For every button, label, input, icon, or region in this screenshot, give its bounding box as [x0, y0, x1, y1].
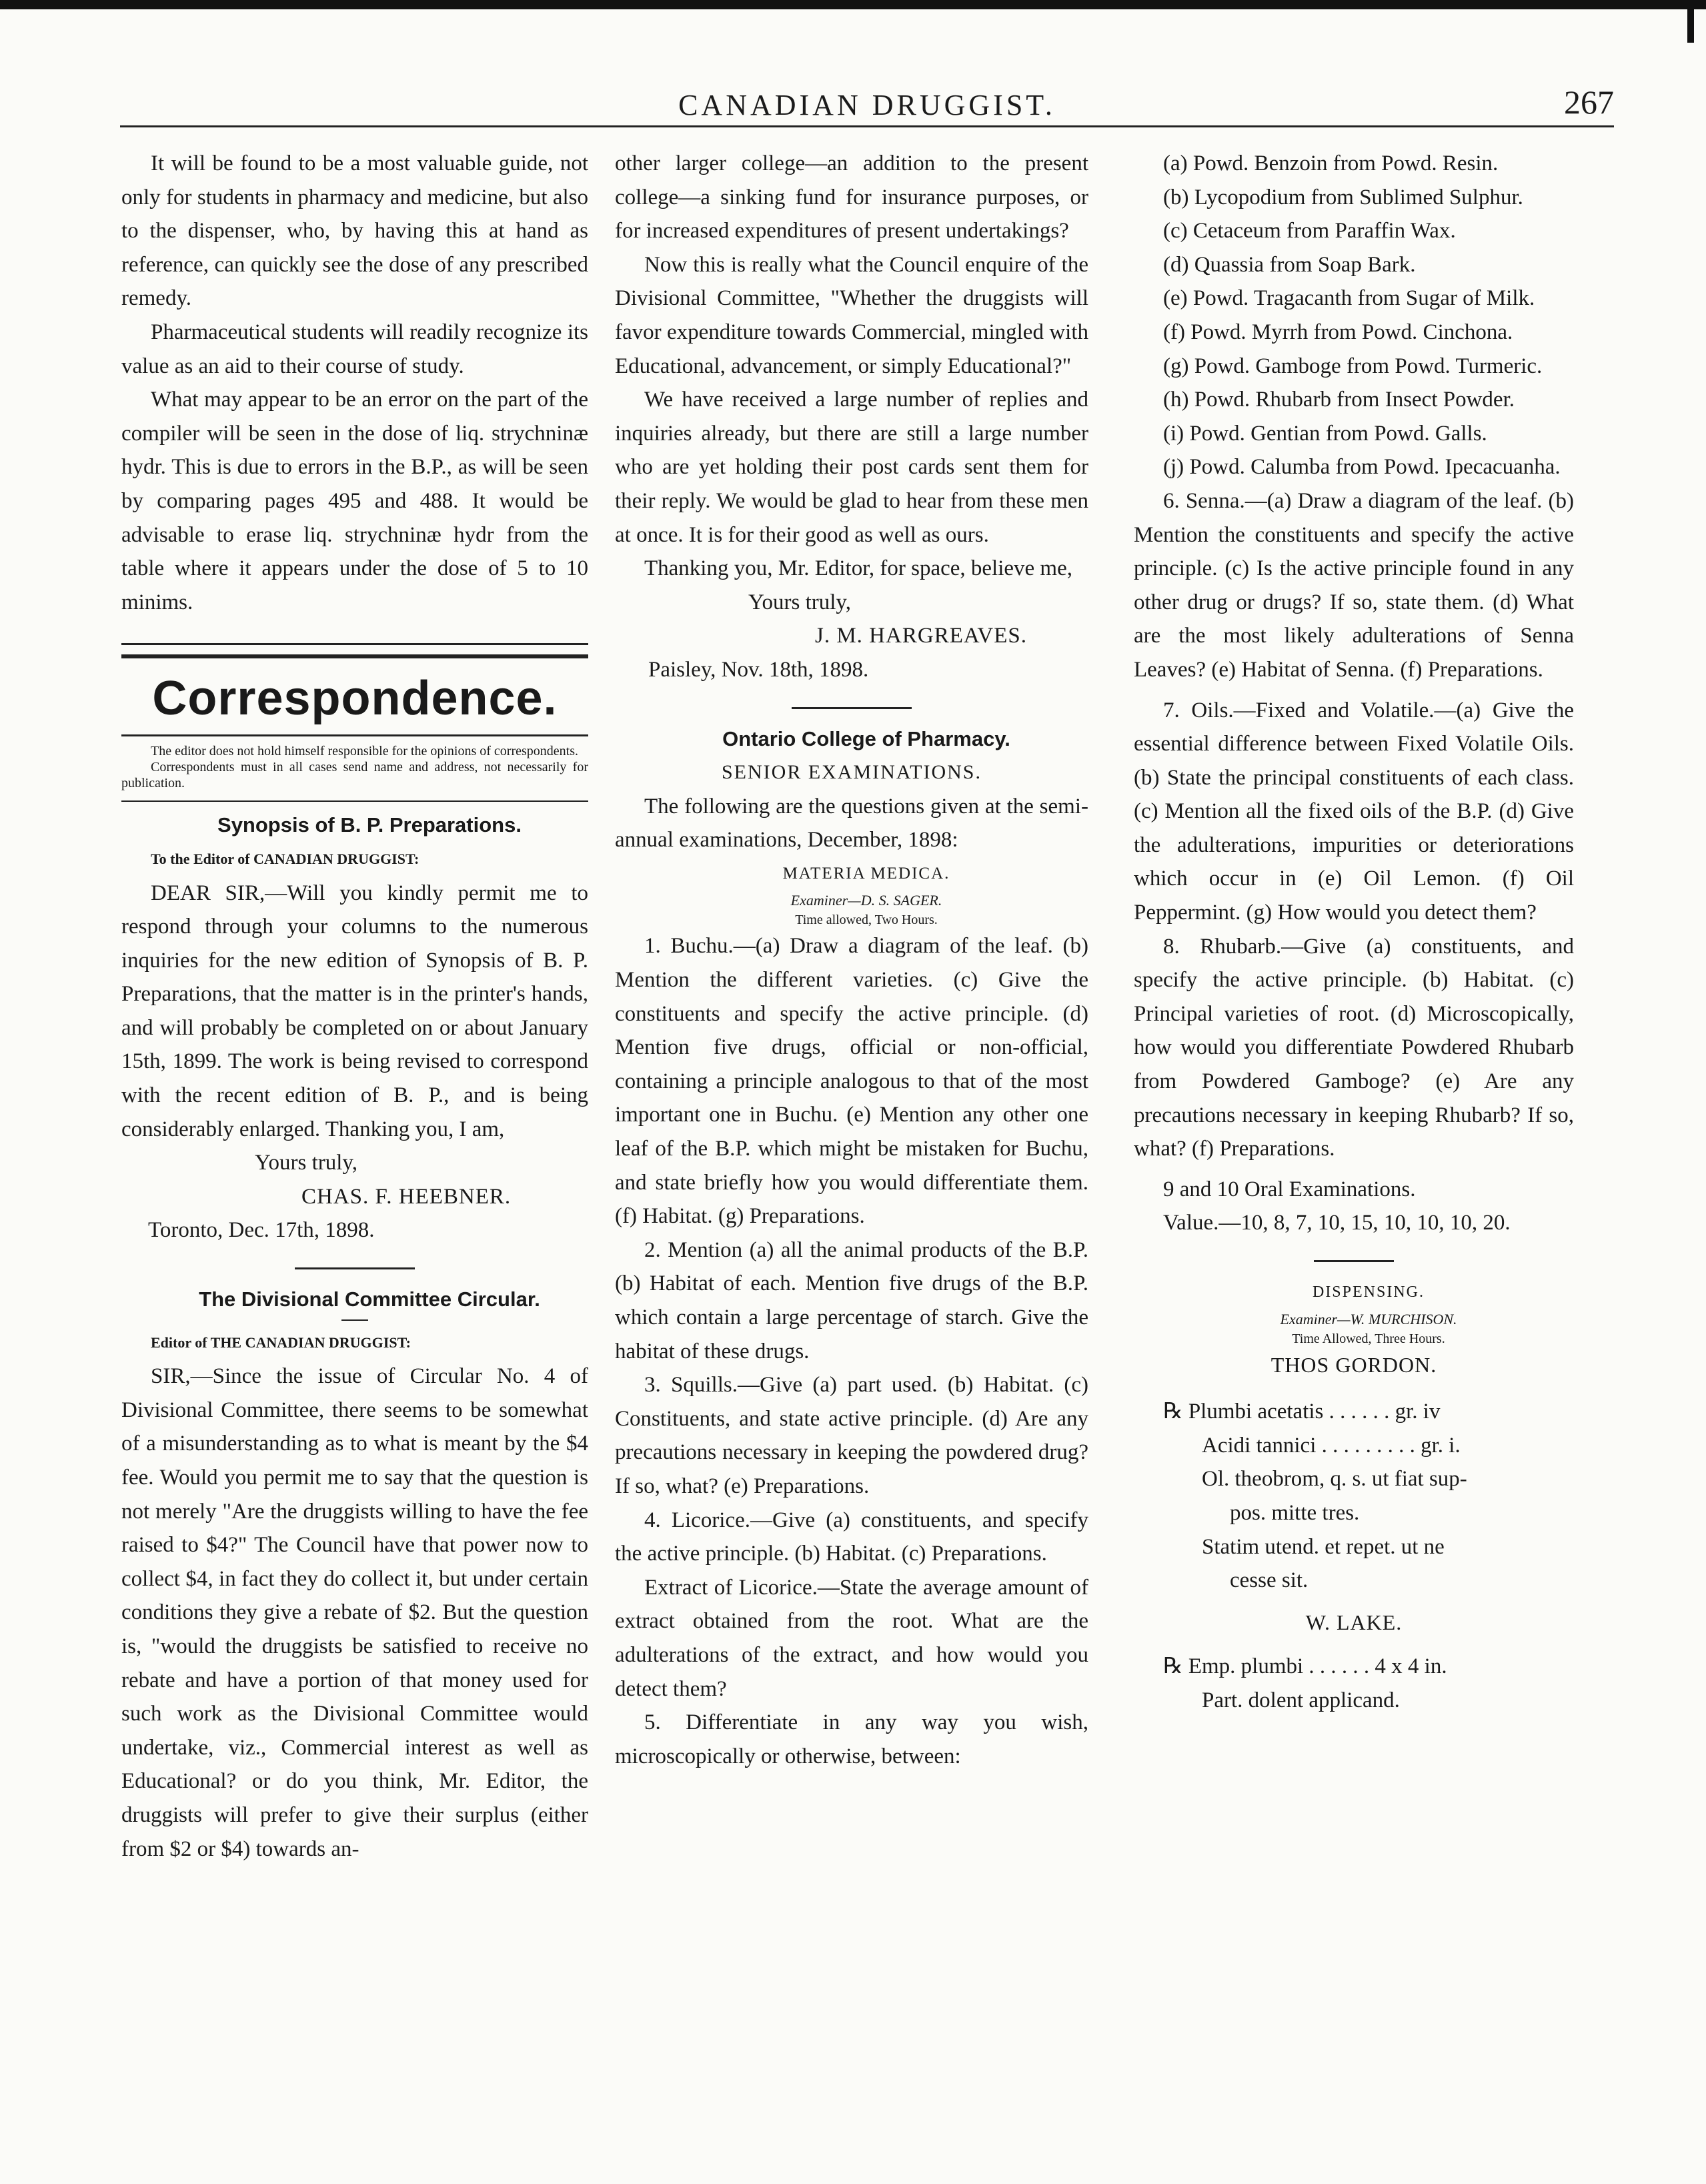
- question-5: 5. Differentiate in any way you wish, microscopically or otherwise, between:: [615, 1710, 1088, 1768]
- letter2-para-3: We have received a large number of replies and inquiries already, but there are still a large number who are yet holding their post cards sent them for their reply. We would be glad to hear from these men at once. It is for their good as well as ours.: [615, 388, 1088, 547]
- letter1-body: DEAR SIR,—Will you kindly permit me to respond through your columns to the numerous inquiries for the new edition of Synopsis of B. P. Preparations, that the matter is in the printer's hands, and will probably be completed on or about January 15th, 1899. The work is being revised to correspond with the recent edition of B. P., and is being considerably enlarged. Thanking you, I am,: [121, 881, 588, 1141]
- question-6: 6. Senna.—(a) Draw a diagram of the leaf. (b) Mention the constituents and specify the active principle. (c) Is the active principle found in any other drug or drugs? If so, state them. (d) What are the most likely adulterations of Senna Leaves? (e) Habitat of Senna. (f) Preparations.: [1134, 488, 1574, 682]
- dispensing-heading: DISPENSING.: [1312, 1283, 1425, 1301]
- letter1-signature: CHAS. F. HEEBNER.: [301, 1184, 512, 1209]
- correspondence-heading: Correspondence.: [152, 672, 558, 726]
- q5-item-g: (g) Powd. Gamboge from Powd. Turmeric.: [1163, 354, 1543, 378]
- candidate-name-2: W. LAKE.: [1305, 1610, 1403, 1634]
- letter2-body: SIR,—Since the issue of Circular No. 4 of Divisional Committee, there seems to be somewhat of a misunderstanding as to what is meant by the $4 fee. Would you permit me to say that the question is not merely "Are the druggists willing to have the fee raised to $4?" The Council have that power now to collect $4, in fact they do collect it, but under certain conditions they give a rebate of $2. But the question is, "would the druggists be satisfied to receive no rebate and have a portion of that money used for such work as the Divisional Committee would undertake, viz., Commercial interest as well as Educational? or do you think, Mr. Editor, the druggists will prefer to give their surplus (either from $2 or $4) towards an-: [121, 1364, 588, 1861]
- page-number: 267: [1564, 83, 1614, 121]
- oral-examinations: 9 and 10 Oral Examinations.: [1163, 1177, 1416, 1201]
- intro-paragraph-2: Pharmaceutical students will readily recognize its value as an aid to their course of study.: [121, 320, 588, 378]
- letter1-place-date: Toronto, Dec. 17th, 1898.: [148, 1218, 375, 1243]
- q5-item-e: (e) Powd. Tragacanth from Sugar of Milk.: [1163, 286, 1535, 311]
- value-line: Value.—10, 8, 7, 10, 15, 10, 10, 10, 20.: [1163, 1211, 1511, 1235]
- intro-paragraph-3: What may appear to be an error on the part of the compiler will be seen in the dose of liq. strychninæ hydr. This is due to errors in the B.P., as will be seen by comparing pages 495 and 488. It would be advisable to erase liq. strychninæ hydr from the table where it appears under the dose of 5 to 10 minims.: [121, 388, 588, 614]
- question-1: 1. Buchu.—(a) Draw a diagram of the leaf. (b) Mention the different varieties. (c) Give the constituents and specify the active principle. (d) Mention five drugs, official or non-official, containing a principle analogous to that of the most important one in Buchu. (e) Mention any other one leaf of the B.P. which might be mistaken for Buchu, and state briefly how you would differentiate them. (f) Habitat. (g) Preparations.: [615, 934, 1088, 1229]
- intro-paragraph-1: It will be found to be a most valuable guide, not only for students in pharmacy and medicine, but also to the dispenser, who, by having this at hand as reference, can quickly see the dose of any prescribed remedy.: [121, 151, 588, 311]
- q5-item-b: (b) Lycopodium from Sublimed Sulphur.: [1163, 185, 1523, 209]
- separator-rule: [792, 707, 912, 709]
- edge-mark: [1687, 0, 1694, 43]
- materia-examiner: Examiner—D. S. SAGER.: [790, 892, 942, 909]
- question-3: 3. Squills.—Give (a) part used. (b) Habitat. (c) Constituents, and state active principle. (d) Are any precautions necessary in keeping the powdered drug? If so, what? (e) Preparations.: [615, 1373, 1088, 1498]
- q5-item-f: (f) Powd. Myrrh from Powd. Cinchona.: [1163, 320, 1513, 344]
- rx1-line-6: cesse sit.: [1230, 1568, 1309, 1593]
- dispensing-examiner: Examiner—W. MURCHISON.: [1280, 1310, 1457, 1327]
- letter2-closing: Yours truly,: [748, 590, 852, 614]
- notes-rule: [121, 800, 588, 802]
- letter2-para-2: Now this is really what the Council enquire of the Divisional Committee, "Whether the druggists will favor expenditure towards Commercial, mingled with Educational, advancement, or simply Educational?": [615, 252, 1088, 378]
- q5-item-c: (c) Cetaceum from Paraffin Wax.: [1163, 219, 1456, 243]
- heading-rule: [121, 734, 588, 736]
- editor-note-2: Correspondents must in all cases send name and address, not necessarily for publication.: [121, 760, 588, 791]
- column-2: [615, 147, 1088, 1773]
- column-3: [1134, 147, 1574, 1718]
- ocp-heading: Ontario College of Pharmacy.: [722, 726, 1010, 750]
- materia-time-allowed: Time allowed, Two Hours.: [795, 913, 938, 928]
- running-title: CANADIAN DRUGGIST.: [678, 89, 1056, 121]
- editor-note-1: The editor does not hold himself responsible for the opinions of correspondents.: [151, 744, 578, 759]
- rx1-line-3: Ol. theobrom, q. s. ut fiat sup-: [1202, 1467, 1467, 1492]
- rx2-line-2: Part. dolent applicand.: [1202, 1688, 1400, 1712]
- letter2-continuation: other larger college—an addition to the present college—a sinking fund for insurance purposes, or for increased expenditures of present undertakings?: [615, 151, 1088, 243]
- top-border-rule: [0, 0, 1706, 9]
- separator-rule: [295, 1267, 415, 1269]
- question-4: 4. Licorice.—Give (a) constituents, and specify the active principle. (b) Habitat. (c) Preparations.: [615, 1508, 1088, 1566]
- exam-intro: The following are the questions given at the semi-annual examinations, December, 1898:: [615, 794, 1088, 853]
- q5-item-i: (i) Powd. Gentian from Powd. Galls.: [1163, 421, 1487, 446]
- page-header: [120, 85, 1614, 127]
- q5-item-j: (j) Powd. Calumba from Powd. Ipecacuanha.: [1163, 455, 1561, 480]
- letter1-heading: Synopsis of B. P. Preparations.: [217, 813, 522, 837]
- q5-item-a: (a) Powd. Benzoin from Powd. Resin.: [1163, 151, 1499, 175]
- letter2-para-4: Thanking you, Mr. Editor, for space, believe me,: [644, 556, 1073, 581]
- section-double-rule: [121, 643, 588, 658]
- letter2-signature: J. M. HARGREAVES.: [815, 624, 1028, 648]
- rx1-line-5: Statim utend. et repet. ut ne: [1202, 1534, 1445, 1559]
- letter1-closing: Yours truly,: [255, 1151, 358, 1175]
- letter2-to-line: Editor of THE CANADIAN DRUGGIST:: [151, 1333, 411, 1351]
- letter2-place-date: Paisley, Nov. 18th, 1898.: [648, 657, 869, 682]
- candidate-name-1: THOS GORDON.: [1270, 1352, 1437, 1377]
- question-2: 2. Mention (a) all the animal products of the B.P. (b) Habitat of each. Mention five drugs of the B.P. which contain a large percentage of starch. Give the habitat of these drugs.: [615, 1237, 1088, 1363]
- senior-examinations-heading: SENIOR EXAMINATIONS.: [722, 761, 982, 784]
- extract-of-licorice: Extract of Licorice.—State the average amount of extract obtained from the root. What are the adulterations of the extract, and how would you detect them?: [615, 1575, 1088, 1701]
- letter2-heading: The Divisional Committee Circular.: [199, 1287, 540, 1311]
- materia-medica-heading: MATERIA MEDICA.: [782, 864, 950, 883]
- letter1-to-line: To the Editor of CANADIAN DRUGGIST:: [151, 850, 419, 867]
- question-8: 8. Rhubarb.—Give (a) constituents, and specify the active principle. (b) Habitat. (c) Principal varieties of root. (d) Microscopically, how would you differentiate Powdered Rhubarb from Powdered Gamboge? (e) Are any precautions necessary in keeping Rhubarb? If so, what? (f) Preparations.: [1134, 934, 1574, 1161]
- rx2-line-1: ℞ Emp. plumbi . . . . . . 4 x 4 in.: [1163, 1654, 1447, 1679]
- q5-item-h: (h) Powd. Rhubarb from Insect Powder.: [1163, 388, 1515, 412]
- rx1-line-1: ℞ Plumbi acetatis . . . . . . gr. iv: [1163, 1400, 1441, 1424]
- rx1-line-4: pos. mitte tres.: [1230, 1500, 1360, 1525]
- column-1: [121, 147, 588, 1866]
- question-7: 7. Oils.—Fixed and Volatile.—(a) Give the essential difference between Fixed Volatile Oils. (b) State the principal constituents of each class. (c) Mention all the fixed oils of the B.P. (d) Give the adulterations, impurities or deteriorations which occur in (e) Oil Lemon. (f) Oil Peppermint. (g) How would you detect them?: [1134, 698, 1574, 925]
- dispensing-time-allowed: Time Allowed, Three Hours.: [1292, 1331, 1445, 1346]
- separator-rule: [1314, 1260, 1394, 1262]
- q5-item-d: (d) Quassia from Soap Bark.: [1163, 252, 1416, 277]
- rx1-line-2: Acidi tannici . . . . . . . . . gr. i.: [1202, 1433, 1461, 1458]
- small-dash: [341, 1319, 368, 1321]
